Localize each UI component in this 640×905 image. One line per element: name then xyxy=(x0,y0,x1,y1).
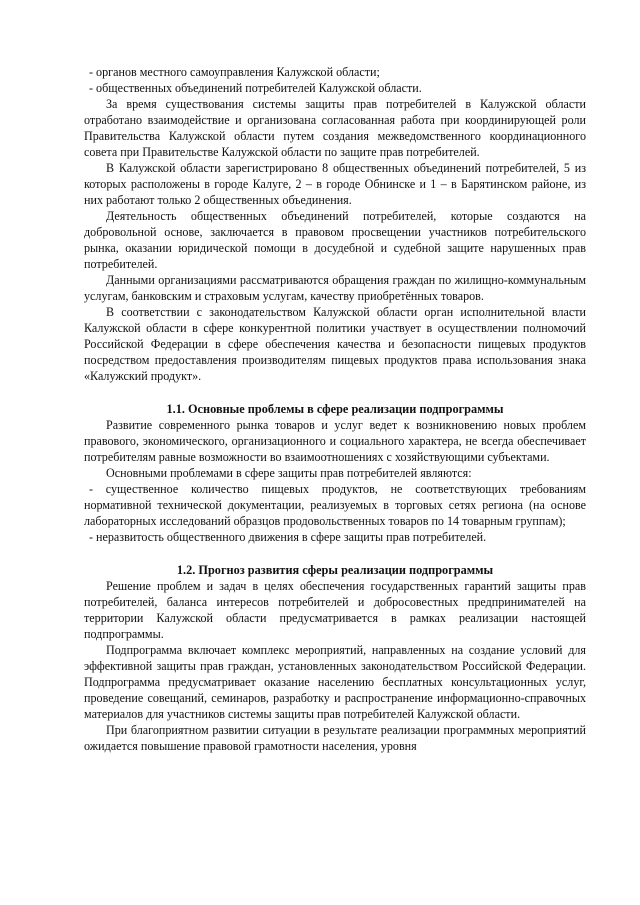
section-heading: 1.2. Прогноз развития сферы реализации подпрограммы xyxy=(176,563,494,577)
paragraph: За время существования системы защиты прав потребителей в Калужской области отработано взаимодействие и организована согласованная работа при координирующей роли Правительства Калужской области путем создания межведомственного координационного совета при Правительстве Калужской области по защите прав потребителей. xyxy=(84,97,586,159)
paragraph: Деятельность общественных объединений потребителей, которые создаются на добровольной основе, заключается в правовом просвещении участников потребительского рынка, оказании юридической помощи в досудебной и судебной защите нарушенных прав потребителей. xyxy=(84,209,586,271)
paragraph: Развитие современного рынка товаров и услуг ведет к возникновению новых проблем правового, экономического, организационного и социального характера, не всегда обеспечивает потребителям равные возможности во взаимоотношениях с хозяйствующими субъектами. xyxy=(84,418,586,464)
paragraph: При благоприятном развитии ситуации в результате реализации программных мероприятий ожидается повышение правовой грамотности населения, уровня xyxy=(84,723,586,753)
list-item: - органов местного самоуправления Калужской области; xyxy=(89,65,380,79)
list-item: - общественных объединений потребителей Калужской области. xyxy=(89,81,422,95)
list-item: - существенное количество пищевых продуктов, не соответствующих требованиям нормативной технической документации, реализуемых в торговых сетях региона (на основе лабораторных исследований образцов продовольственных товаров по 14 товарным группам); xyxy=(84,482,586,528)
paragraph: В соответствии с законодательством Калужской области орган исполнительной власти Калужской области в сфере конкурентной политики участвует в осуществлении полномочий Российской Федерации в сфере обеспечения качества и безопасности пищевых продуктов посредством предоставления производителям пищевых продуктов права использования знака «Калужский продукт». xyxy=(84,305,586,383)
paragraph: Решение проблем и задач в целях обеспечения государственных гарантий защиты прав потребителей, баланса интересов потребителей и добросовестных предпринимателей на территории Калужской области предусматривается в рамках реализации настоящей подпрограммы. xyxy=(84,579,586,641)
document-page xyxy=(84,64,586,754)
paragraph: Подпрограмма включает комплекс мероприятий, направленных на создание условий для эффективной защиты прав граждан, установленных законодательством Российской Федерации. Подпрограмма предусматривает оказание населению бесплатных консультационных услуг, проведение совещаний, семинаров, разработку и распространение информационно-справочных материалов для участников системы защиты прав потребителей Калужской области. xyxy=(84,643,586,721)
list-item: - неразвитость общественного движения в сфере защиты прав потребителей. xyxy=(89,530,487,544)
paragraph: Данными организациями рассматриваются обращения граждан по жилищно-коммунальным услугам, банковским и страховым услугам, качеству приобретённых товаров. xyxy=(84,273,586,303)
section-heading: 1.1. Основные проблемы в сфере реализации подпрограммы xyxy=(166,402,504,416)
paragraph: Основными проблемами в сфере защиты прав потребителей являются: xyxy=(106,466,472,480)
paragraph: В Калужской области зарегистрировано 8 общественных объединений потребителей, 5 из которых расположены в городе Калуге, 2 – в городе Обнинске и 1 – в Барятинском районе, из них работают только 2 общественных объединения. xyxy=(84,161,586,207)
